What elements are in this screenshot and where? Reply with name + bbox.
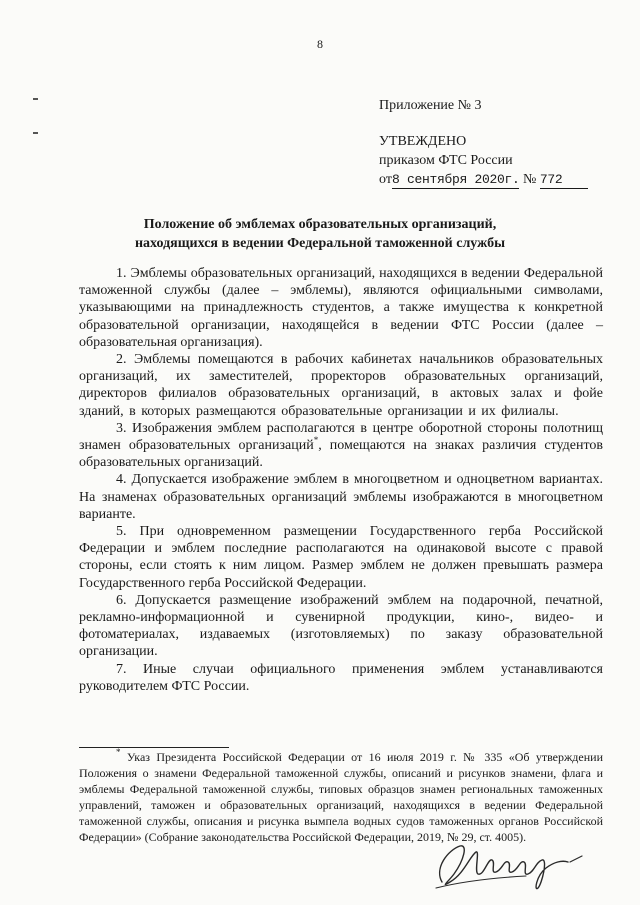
decree-number: 772: [540, 172, 589, 189]
paragraph: [79, 420, 603, 472]
date-prefix: от: [379, 172, 392, 187]
paragraph: 5. При одновременном размещении Государственного герба Российской Федерации и эмблем последние располагаются на одинаковой высоте с правой стороны, если стоять к ним лицом. Размер эмблем не должен превышать размера Государственного герба Российской Федерации.: [79, 524, 603, 591]
order-of-line: приказом ФТС России: [379, 153, 513, 168]
appendix-label: Приложение № 3: [379, 98, 482, 113]
footnote-reference: *: [313, 435, 319, 446]
footnote-marker: *: [116, 747, 121, 757]
document-title: [60, 215, 580, 253]
paragraph: 4. Допускается изображение эмблем в многоцветном и одноцветном вариантах. На знаменах образовательных организаций эмблемы изображаются в многоцветном варианте.: [79, 472, 603, 522]
paragraph: 7. Иные случаи официального применения эмблем устанавливаются руководителем ФТС России.: [79, 661, 603, 694]
decree-date-line: [379, 170, 588, 189]
title-line: находящихся в ведении Федеральной таможенной службы: [134, 236, 506, 251]
paragraph-text: 3. Изображения эмблем располагаются в центре оборотной стороны полотнищ знамен образовательных организаций: [79, 420, 603, 454]
handwritten-signature: [430, 838, 590, 892]
approval-block: [379, 96, 588, 189]
footnote-text: Указ Президента Российской Федерации от 16 июля 2019 г. № 335 «Об утверждении Положения о знамени Федеральной таможенной службы, описаний и рисунков знамени, флага и эмблемы Федеральной таможенной службы, типовых образцов знамен региональных таможенных управлений, таможен и образовательных организаций, находящихся в ведении Федеральной таможенной службы, описания и рисунка вымпела водных судов таможенных органов Российской Федерации» (Собрание законодательства Российской Федерации, 2019, № 29, ст. 4005).: [79, 750, 603, 844]
paragraph: 1. Эмблемы образовательных организаций, находящихся в ведении Федеральной таможенной службы (далее – эмблемы), являются официальными символами, указывающими на принадлежность студентов, а также имущества к конкретной образовательной организации, находящейся в ведении ФТС России (далее – образовательная организация).: [79, 266, 603, 350]
number-prefix: №: [519, 172, 540, 187]
paragraph-text: , помещаются на знаках различия студентов образовательных организаций.: [79, 438, 603, 471]
document-body: [79, 265, 603, 695]
paragraph: 2. Эмблемы помещаются в рабочих кабинетах начальников образовательных организаций, их заместителей, проректоров образовательных организаций, директоров филиалов образовательных организаций, в актовых залах и фойе зданий, в которых размещаются образовательные организации и их филиалы.: [79, 352, 603, 419]
footnote-separator: [79, 747, 229, 748]
decree-date: 8 сентября 2020г.: [391, 172, 520, 187]
paragraph: 6. Допускается размещение изображений эмблем на подарочной, печатной, рекламно-информационной и сувенирной продукции, кино-, видео- и фотоматериалах, издаваемых (изготовляемых) по заказу образовательной организации.: [79, 592, 603, 660]
approved-heading: УТВЕЖДЕНО: [379, 134, 467, 149]
page-number: 8: [317, 37, 323, 51]
margin-mark: [33, 98, 38, 100]
footnote: [79, 749, 603, 845]
title-line: Положение об эмблемах образовательных организаций,: [143, 217, 497, 232]
margin-mark: [33, 132, 38, 134]
